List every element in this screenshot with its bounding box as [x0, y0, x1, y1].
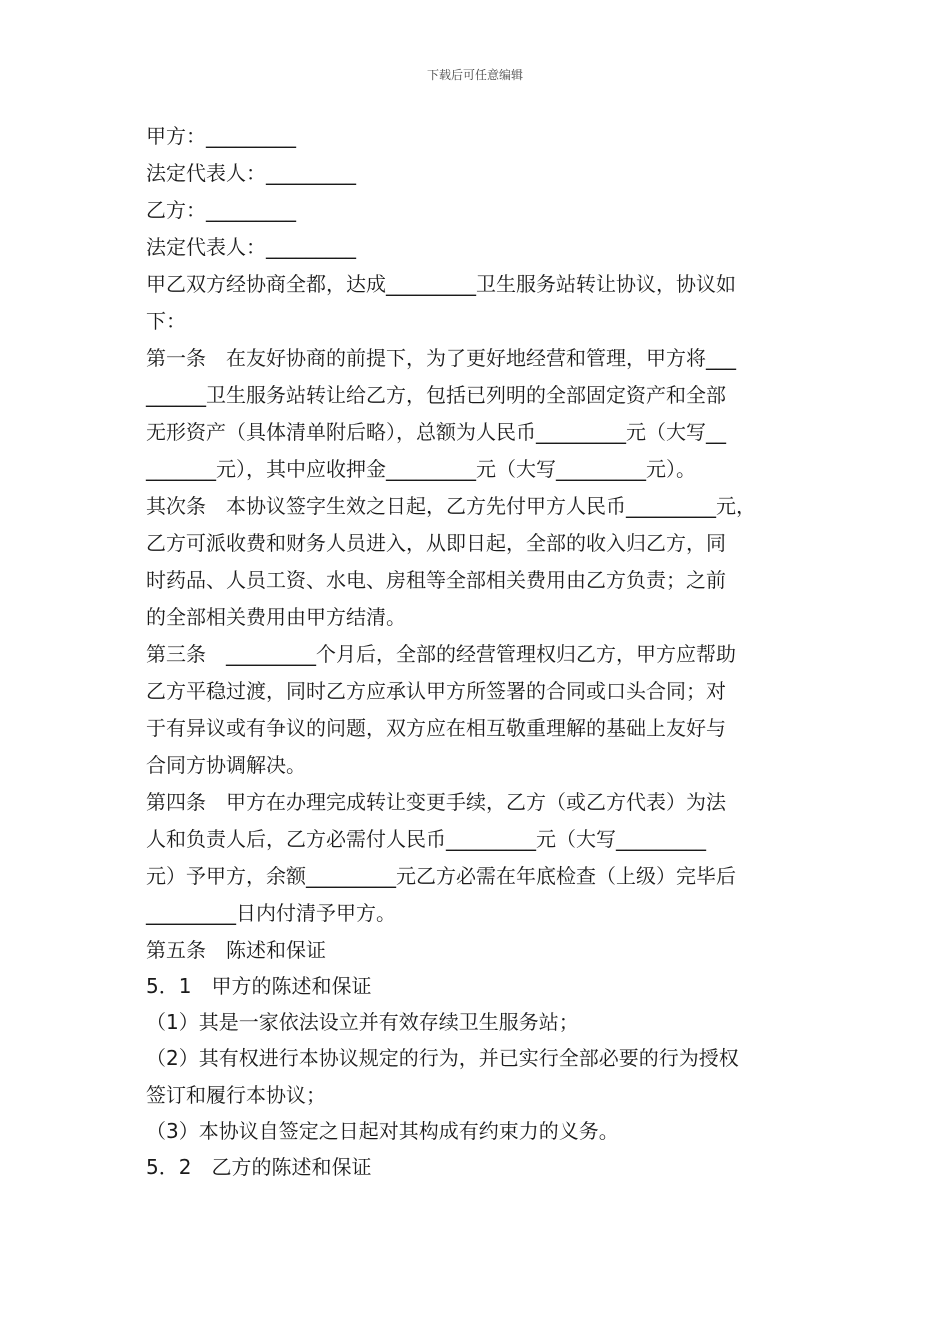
- article-3-line: 乙方平稳过渡，同时乙方应承认甲方所签署的合同或口头合同；对: [146, 679, 726, 703]
- article-1-line: 第一条 在友好协商的前提下，为了更好地经营和管理，甲方将___: [146, 346, 736, 370]
- article-2-line: 的全部相关费用由甲方结清。: [146, 605, 406, 629]
- article-3-line: 于有异议或有争议的问题，双方应在相互敬重理解的基础上友好与: [146, 716, 726, 740]
- article-1-line: ______卫生服务站转让给乙方，包括已列明的全部固定资产和全部: [146, 383, 726, 407]
- clause-line: （1）其是一家依法设立并有效存续卫生服务站；: [146, 1010, 579, 1034]
- article-3-line: 合同方协调解决。: [146, 753, 306, 777]
- article-4-line: 元）予甲方，余额_________元乙方必需在年底检查（上级）完毕后: [146, 864, 736, 888]
- clause-line: （3）本协议自签定之日起对其构成有约束力的义务。: [146, 1119, 619, 1143]
- section-5-1-heading: 5．1 甲方的陈述和保证: [146, 974, 372, 998]
- article-1-line: 无形资产（具体清单附后略），总额为人民币_________元（大写__: [146, 420, 726, 444]
- article-2-line: 其次条 本协议签字生效之日起，乙方先付甲方人民币_________元，: [146, 494, 756, 518]
- section-5-2-heading: 5．2 乙方的陈述和保证: [146, 1155, 372, 1179]
- article-4-line: 第四条 甲方在办理完成转让变更手续，乙方（或乙方代表）为法: [146, 790, 726, 814]
- article-4-line: _________日内付清予甲方。: [146, 901, 396, 925]
- article-5-heading: 第五条 陈述和保证: [146, 938, 326, 962]
- clause-line: 签订和履行本协议；: [146, 1083, 326, 1107]
- intro-line: 下：: [146, 309, 186, 333]
- clause-line: （2）其有权进行本协议规定的行为，并已实行全部必要的行为授权: [146, 1046, 739, 1070]
- party-a-rep-line: 法定代表人：_________: [146, 161, 356, 185]
- article-3-line: 第三条 _________个月后，全部的经营管理权归乙方，甲方应帮助: [146, 642, 736, 666]
- article-2-line: 乙方可派收费和财务人员进入，从即日起，全部的收入归乙方，同: [146, 531, 726, 555]
- article-4-line: 人和负责人后，乙方必需付人民币_________元（大写_________: [146, 827, 706, 851]
- page-header: 下载后可任意编辑: [426, 68, 523, 82]
- intro-line: 甲乙双方经协商全都，达成_________卫生服务站转让协议，协议如: [146, 272, 736, 296]
- party-b-rep-line: 法定代表人：_________: [146, 235, 356, 259]
- document-body: [146, 118, 818, 1185]
- article-2-line: 时药品、人员工资、水电、房租等全部相关费用由乙方负责；之前: [146, 568, 726, 592]
- party-b-line: 乙方：_________: [146, 198, 296, 222]
- party-a-line: 甲方：_________: [146, 124, 296, 148]
- article-1-line: _______元），其中应收押金_________元（大写_________元）。: [146, 457, 696, 481]
